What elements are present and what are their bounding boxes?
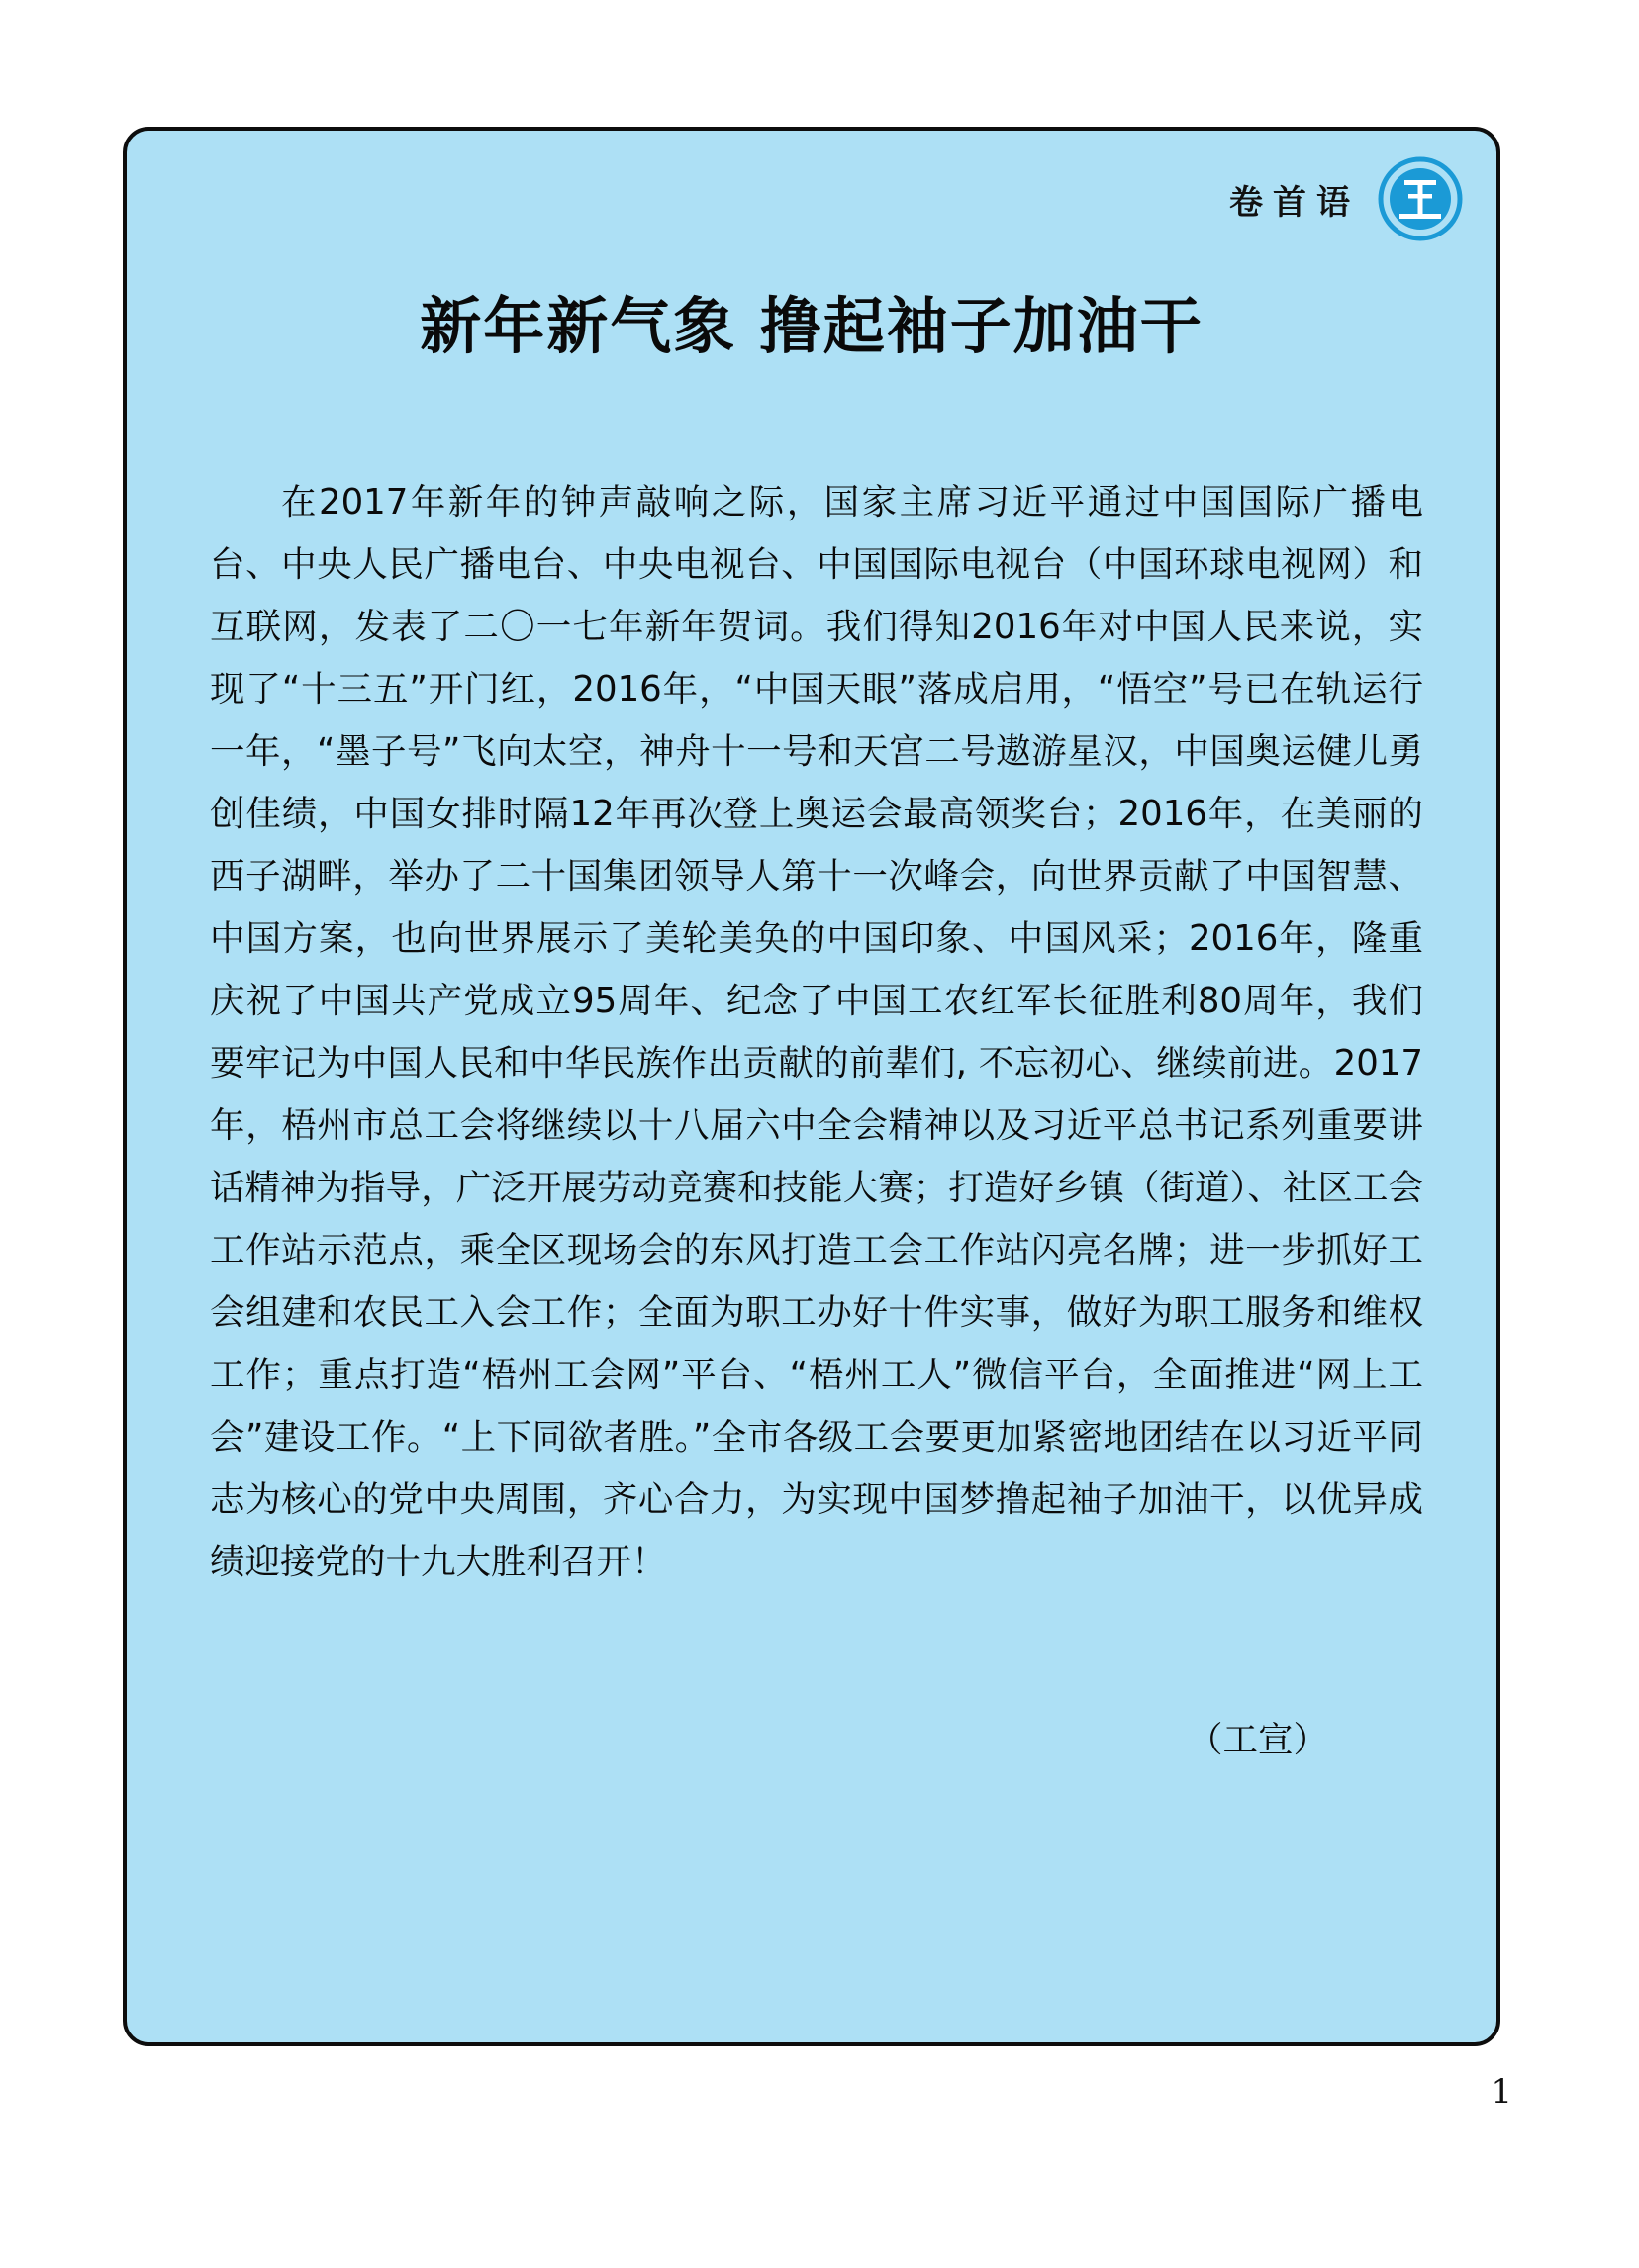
panel-header xyxy=(1229,156,1463,241)
article-body: 在2017年新年的钟声敲响之际，国家主席习近平通过中国国际广播电台、中央人民广播电台、中央电视台、中国国际电视台（中国环球电视网）和互联网，发表了二〇一七年新年贺词。我们得知2016年对中国人民来说，实现了“十三五”开门红，2016年，“中国天眼”落成启用，“悟空”号已在轨运行一年，“墨子号”飞向太空，神舟十一号和天宫二号遨游星汉，中国奥运健儿勇创佳绩，中国女排时隔12年再次登上奥运会最高领奖台；2016年，在美丽的西子湖畔，举办了二十国集团领导人第十一次峰会，向世界贡献了中国智慧、中国方案，也向世界展示了美轮美奂的中国印象、中国风采；2016年，隆重庆祝了中国共产党成立95周年、纪念了中国工农红军长征胜利80周年，我们要牢记为中国人民和中华民族作出贡献的前辈们, 不忘初心、继续前进。2017年，梧州市总工会将继续以十八届六中全会精神以及习近平总书记系列重要讲话精神为指导，广泛开展劳动竞赛和技能大赛；打造好乡镇（街道）、社区工会工作站示范点，乘全区现场会的东风打造工会工作站闪亮名牌；进一步抓好工会组建和农民工入会工作；全面为职工办好十件实事，做好为职工服务和维权工作；重点打造“梧州工会网”平台、“梧州工人”微信平台，全面推进“网上工会”建设工作。“上下同欲者胜。”全市各级工会要更加紧密地团结在以习近平同志为核心的党中央周围，齐心合力，为实现中国梦撸起袖子加油干，以优异成绩迎接党的十九大胜利召开！ xyxy=(210,482,1423,1582)
article-panel xyxy=(123,127,1500,2046)
page-title: 新年新气象 撸起袖子加油干 xyxy=(420,290,1204,362)
section-label: 卷首语 xyxy=(1229,182,1360,223)
union-emblem-icon xyxy=(1378,156,1463,241)
page-number: 1 xyxy=(1491,2072,1512,2112)
article-signature: （工宣） xyxy=(1187,1720,1328,1760)
